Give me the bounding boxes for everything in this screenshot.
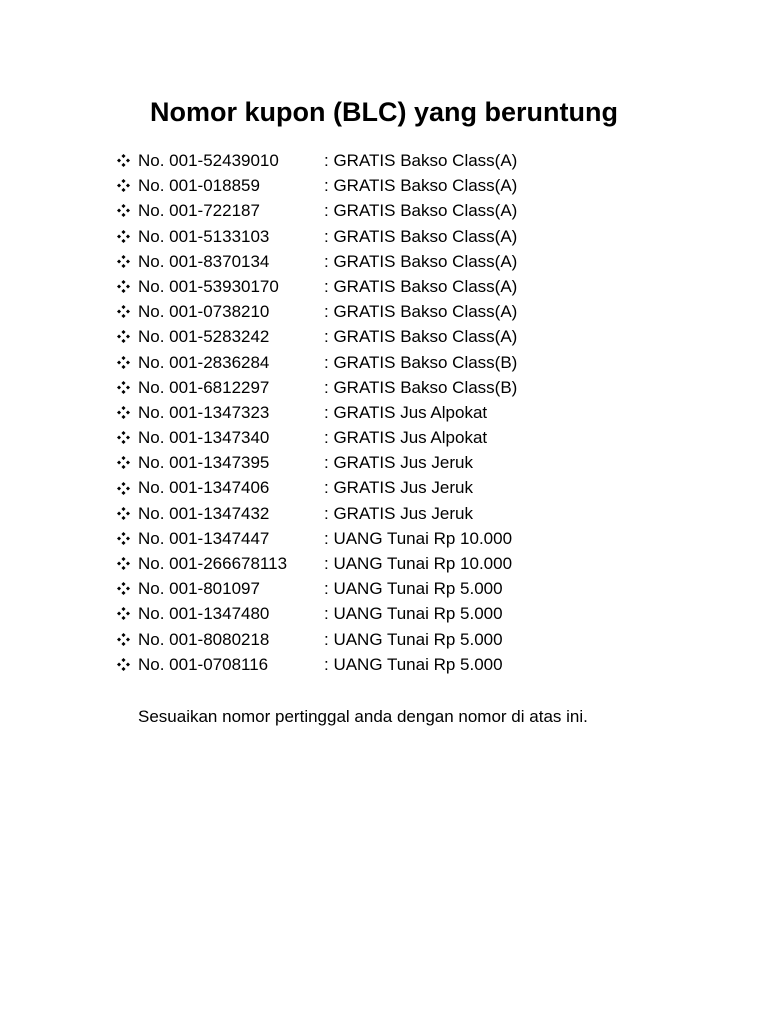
coupon-row	[117, 576, 517, 601]
coupon-row	[117, 601, 517, 626]
coupon-number: No. 001-1347395	[138, 453, 270, 473]
coupon-prize: : GRATIS Bakso Class(A)	[324, 176, 518, 196]
page-title: Nomor kupon (BLC) yang beruntung	[150, 97, 618, 127]
coupon-number: No. 001-5283242	[138, 327, 270, 347]
coupon-row	[117, 450, 517, 475]
coupon-prize: : UANG Tunai Rp 5.000	[324, 579, 503, 599]
coupon-number: No. 001-2836284	[138, 352, 270, 372]
coupon-number: No. 001-6812297	[138, 377, 270, 397]
coupon-number: No. 001-53930170	[138, 276, 279, 296]
coupon-prize: : GRATIS Bakso Class(B)	[324, 352, 518, 372]
coupon-prize: : GRATIS Jus Jeruk	[324, 503, 473, 523]
four-diamond-bullet-icon	[117, 356, 130, 369]
four-diamond-bullet-icon	[117, 658, 130, 671]
coupon-number: No. 001-722187	[138, 201, 260, 221]
coupon-number: No. 001-801097	[138, 579, 260, 599]
coupon-number: No. 001-1347406	[138, 478, 270, 498]
coupon-prize: : GRATIS Bakso Class(A)	[324, 327, 518, 347]
four-diamond-bullet-icon	[117, 179, 130, 192]
coupon-row	[117, 425, 517, 450]
four-diamond-bullet-icon	[117, 280, 130, 293]
coupon-row	[117, 350, 517, 375]
coupon-row	[117, 375, 517, 400]
four-diamond-bullet-icon	[117, 230, 130, 243]
coupon-row	[117, 551, 517, 576]
coupon-number: No. 001-8370134	[138, 251, 270, 271]
four-diamond-bullet-icon	[117, 557, 130, 570]
coupon-number: No. 001-0738210	[138, 302, 270, 322]
coupon-number: No. 001-8080218	[138, 629, 270, 649]
coupon-prize: : UANG Tunai Rp 5.000	[324, 629, 503, 649]
coupon-prize: : UANG Tunai Rp 10.000	[324, 554, 513, 573]
four-diamond-bullet-icon	[117, 154, 130, 167]
coupon-prize: : UANG Tunai Rp 10.000	[324, 528, 513, 548]
coupon-prize: : UANG Tunai Rp 5.000	[324, 604, 503, 624]
coupon-row	[117, 652, 517, 677]
coupon-row	[117, 249, 517, 274]
coupon-list	[117, 148, 517, 677]
coupon-row	[117, 148, 517, 173]
coupon-row	[117, 224, 517, 249]
coupon-number: No. 001-0708116	[138, 654, 269, 674]
four-diamond-bullet-icon	[117, 456, 130, 469]
coupon-number: No. 001-1347432	[138, 503, 270, 523]
coupon-prize: : GRATIS Jus Alpokat	[324, 428, 488, 448]
coupon-prize: : GRATIS Bakso Class(A)	[324, 151, 518, 170]
coupon-number: No. 001-1347480	[138, 604, 270, 624]
coupon-prize: : GRATIS Bakso Class(A)	[324, 251, 518, 271]
coupon-row	[117, 400, 517, 425]
coupon-prize: : GRATIS Jus Jeruk	[324, 453, 473, 473]
coupon-prize: : GRATIS Bakso Class(A)	[324, 226, 518, 246]
four-diamond-bullet-icon	[117, 431, 130, 444]
coupon-number: No. 001-1347447	[138, 528, 270, 548]
footer-note: Sesuaikan nomor pertinggal anda dengan nomor di atas ini.	[138, 707, 588, 726]
four-diamond-bullet-icon	[117, 482, 130, 495]
coupon-row	[117, 501, 517, 526]
coupon-prize: : GRATIS Bakso Class(A)	[324, 276, 518, 296]
coupon-row	[117, 173, 517, 198]
four-diamond-bullet-icon	[117, 582, 130, 595]
four-diamond-bullet-icon	[117, 406, 130, 419]
coupon-row	[117, 526, 517, 551]
coupon-row	[117, 324, 517, 349]
four-diamond-bullet-icon	[117, 204, 130, 217]
coupon-number: No. 001-52439010	[138, 151, 279, 170]
coupon-number: No. 001-018859	[138, 176, 260, 196]
coupon-prize: : GRATIS Bakso Class(A)	[324, 201, 518, 221]
four-diamond-bullet-icon	[117, 607, 130, 620]
coupon-row	[117, 627, 517, 652]
four-diamond-bullet-icon	[117, 330, 130, 343]
four-diamond-bullet-icon	[117, 305, 130, 318]
coupon-number: No. 001-266678113	[138, 554, 288, 573]
four-diamond-bullet-icon	[117, 507, 130, 520]
coupon-number: No. 001-1347323	[138, 402, 270, 422]
coupon-prize: : GRATIS Bakso Class(A)	[324, 302, 518, 322]
coupon-number: No. 001-5133103	[138, 226, 270, 246]
four-diamond-bullet-icon	[117, 381, 130, 394]
four-diamond-bullet-icon	[117, 633, 130, 646]
coupon-prize: : UANG Tunai Rp 5.000	[324, 654, 503, 674]
coupon-row	[117, 475, 517, 500]
coupon-prize: : GRATIS Bakso Class(B)	[324, 377, 518, 397]
coupon-row	[117, 274, 517, 299]
coupon-row	[117, 299, 517, 324]
coupon-row	[117, 198, 517, 223]
coupon-number: No. 001-1347340	[138, 428, 270, 448]
four-diamond-bullet-icon	[117, 532, 130, 545]
four-diamond-bullet-icon	[117, 255, 130, 268]
coupon-prize: : GRATIS Jus Alpokat	[324, 402, 488, 422]
coupon-prize: : GRATIS Jus Jeruk	[324, 478, 473, 498]
